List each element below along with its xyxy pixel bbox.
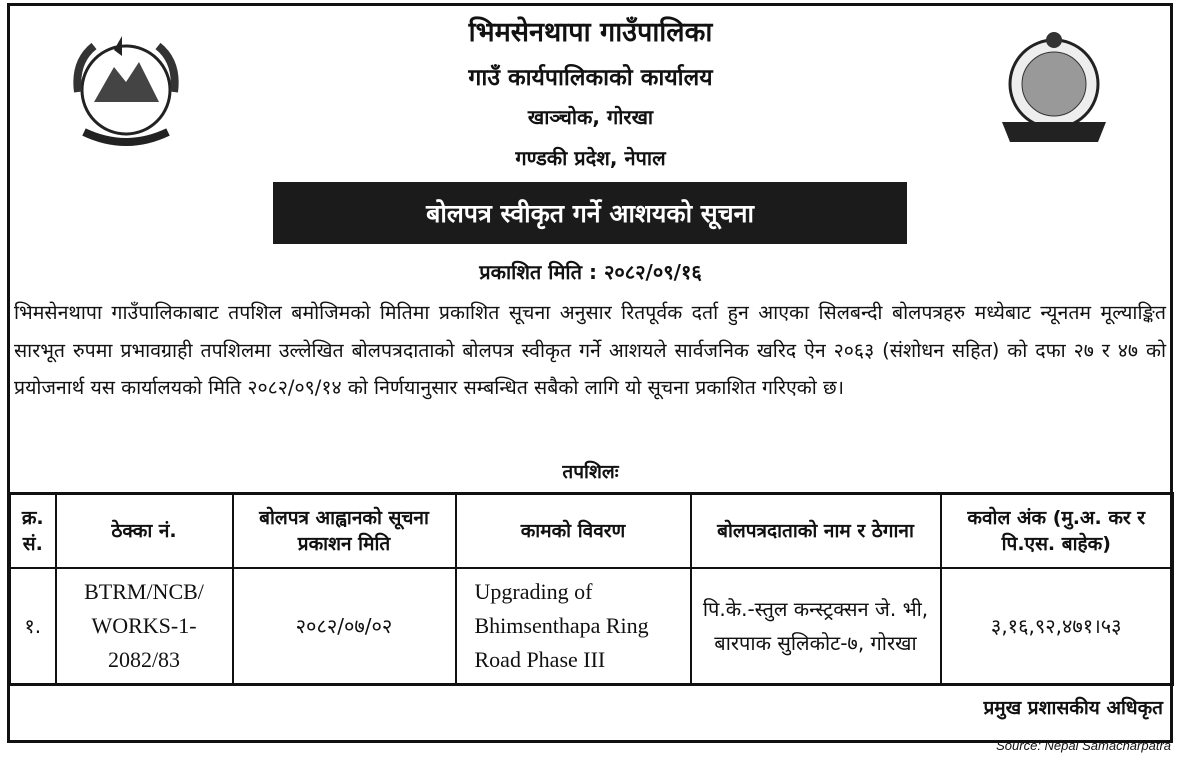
cell-bidder: पि.के.-स्तुल कन्स्ट्रक्सन जे. भी, बारपाक सुलिकोट-७, गोरखा: [691, 568, 941, 685]
province: गण्डकी प्रदेश, नेपाल: [515, 146, 666, 170]
cell-bid-amount: ३,१६,९२,४७१।५३: [941, 568, 1173, 685]
office-name: गाउँ कार्यपालिकाको कार्यालय: [468, 65, 713, 91]
col-sn: क्र. सं.: [10, 494, 56, 569]
col-work-description: कामको विवरण: [456, 494, 691, 569]
source-credit: Source: Nepal Samacharpatra: [996, 738, 1171, 753]
bid-table: [8, 492, 1174, 686]
details-label: तपशिलः: [562, 461, 619, 483]
table-header-row: [10, 494, 1173, 569]
table-row: [10, 568, 1173, 685]
published-date: प्रकाशित मिति : २०८२/०९/१६: [479, 260, 702, 284]
col-invitation-date: बोलपत्र आह्वानको सूचना प्रकाशन मिति: [233, 494, 456, 569]
municipality-name: भिमसेनथापा गाउँपालिका: [468, 17, 713, 48]
signatory: प्रमुख प्रशासकीय अधिकृत: [983, 697, 1163, 719]
cell-work-description: Upgrading of Bhimsenthapa Ring Road Phase III: [456, 568, 691, 685]
col-bidder: बोलपत्रदाताको नाम र ठेगाना: [691, 494, 941, 569]
cell-sn: १.: [10, 568, 56, 685]
notice-title: बोलपत्र स्वीकृत गर्ने आशयको सूचना: [273, 182, 907, 244]
col-contract-no: ठेक्का नं.: [56, 494, 233, 569]
col-bid-amount: कवोल अंक (मु.अ. कर र पि.एस. बाहेक): [941, 494, 1173, 569]
notice-body: भिमसेनथापा गाउँपालिकाबाट तपशिल बमोजिमको मितिमा प्रकाशित सूचना अनुसार रितपूर्वक दर्ता हुन आएका सिलबन्दी बोलपत्रहरु मध्येबाट न्यूनतम मूल्याङ्कित सारभूत रुपमा प्रभावग्राही तपशिलमा उल्लेखित बोलपत्रदाताको बोलपत्र स्वीकृत गर्ने आशयले सार्वजनिक खरिद ऐन २०६३ (संशोधन सहित) को दफा २७ र ४७ को प्रयोजनार्थ यस कार्यालयको मिति २०८२/०९/१४ को निर्णयानुसार सम्बन्धित सबैको लागि यो सूचना प्रकाशित गरिएको छ।: [14, 301, 1166, 399]
cell-invitation-date: २०८२/०७/०२: [233, 568, 456, 685]
office-location: खाञ्चोक, गोरखा: [527, 105, 654, 129]
cell-contract-no: BTRM/NCB/ WORKS-1- 2082/83: [56, 568, 233, 685]
